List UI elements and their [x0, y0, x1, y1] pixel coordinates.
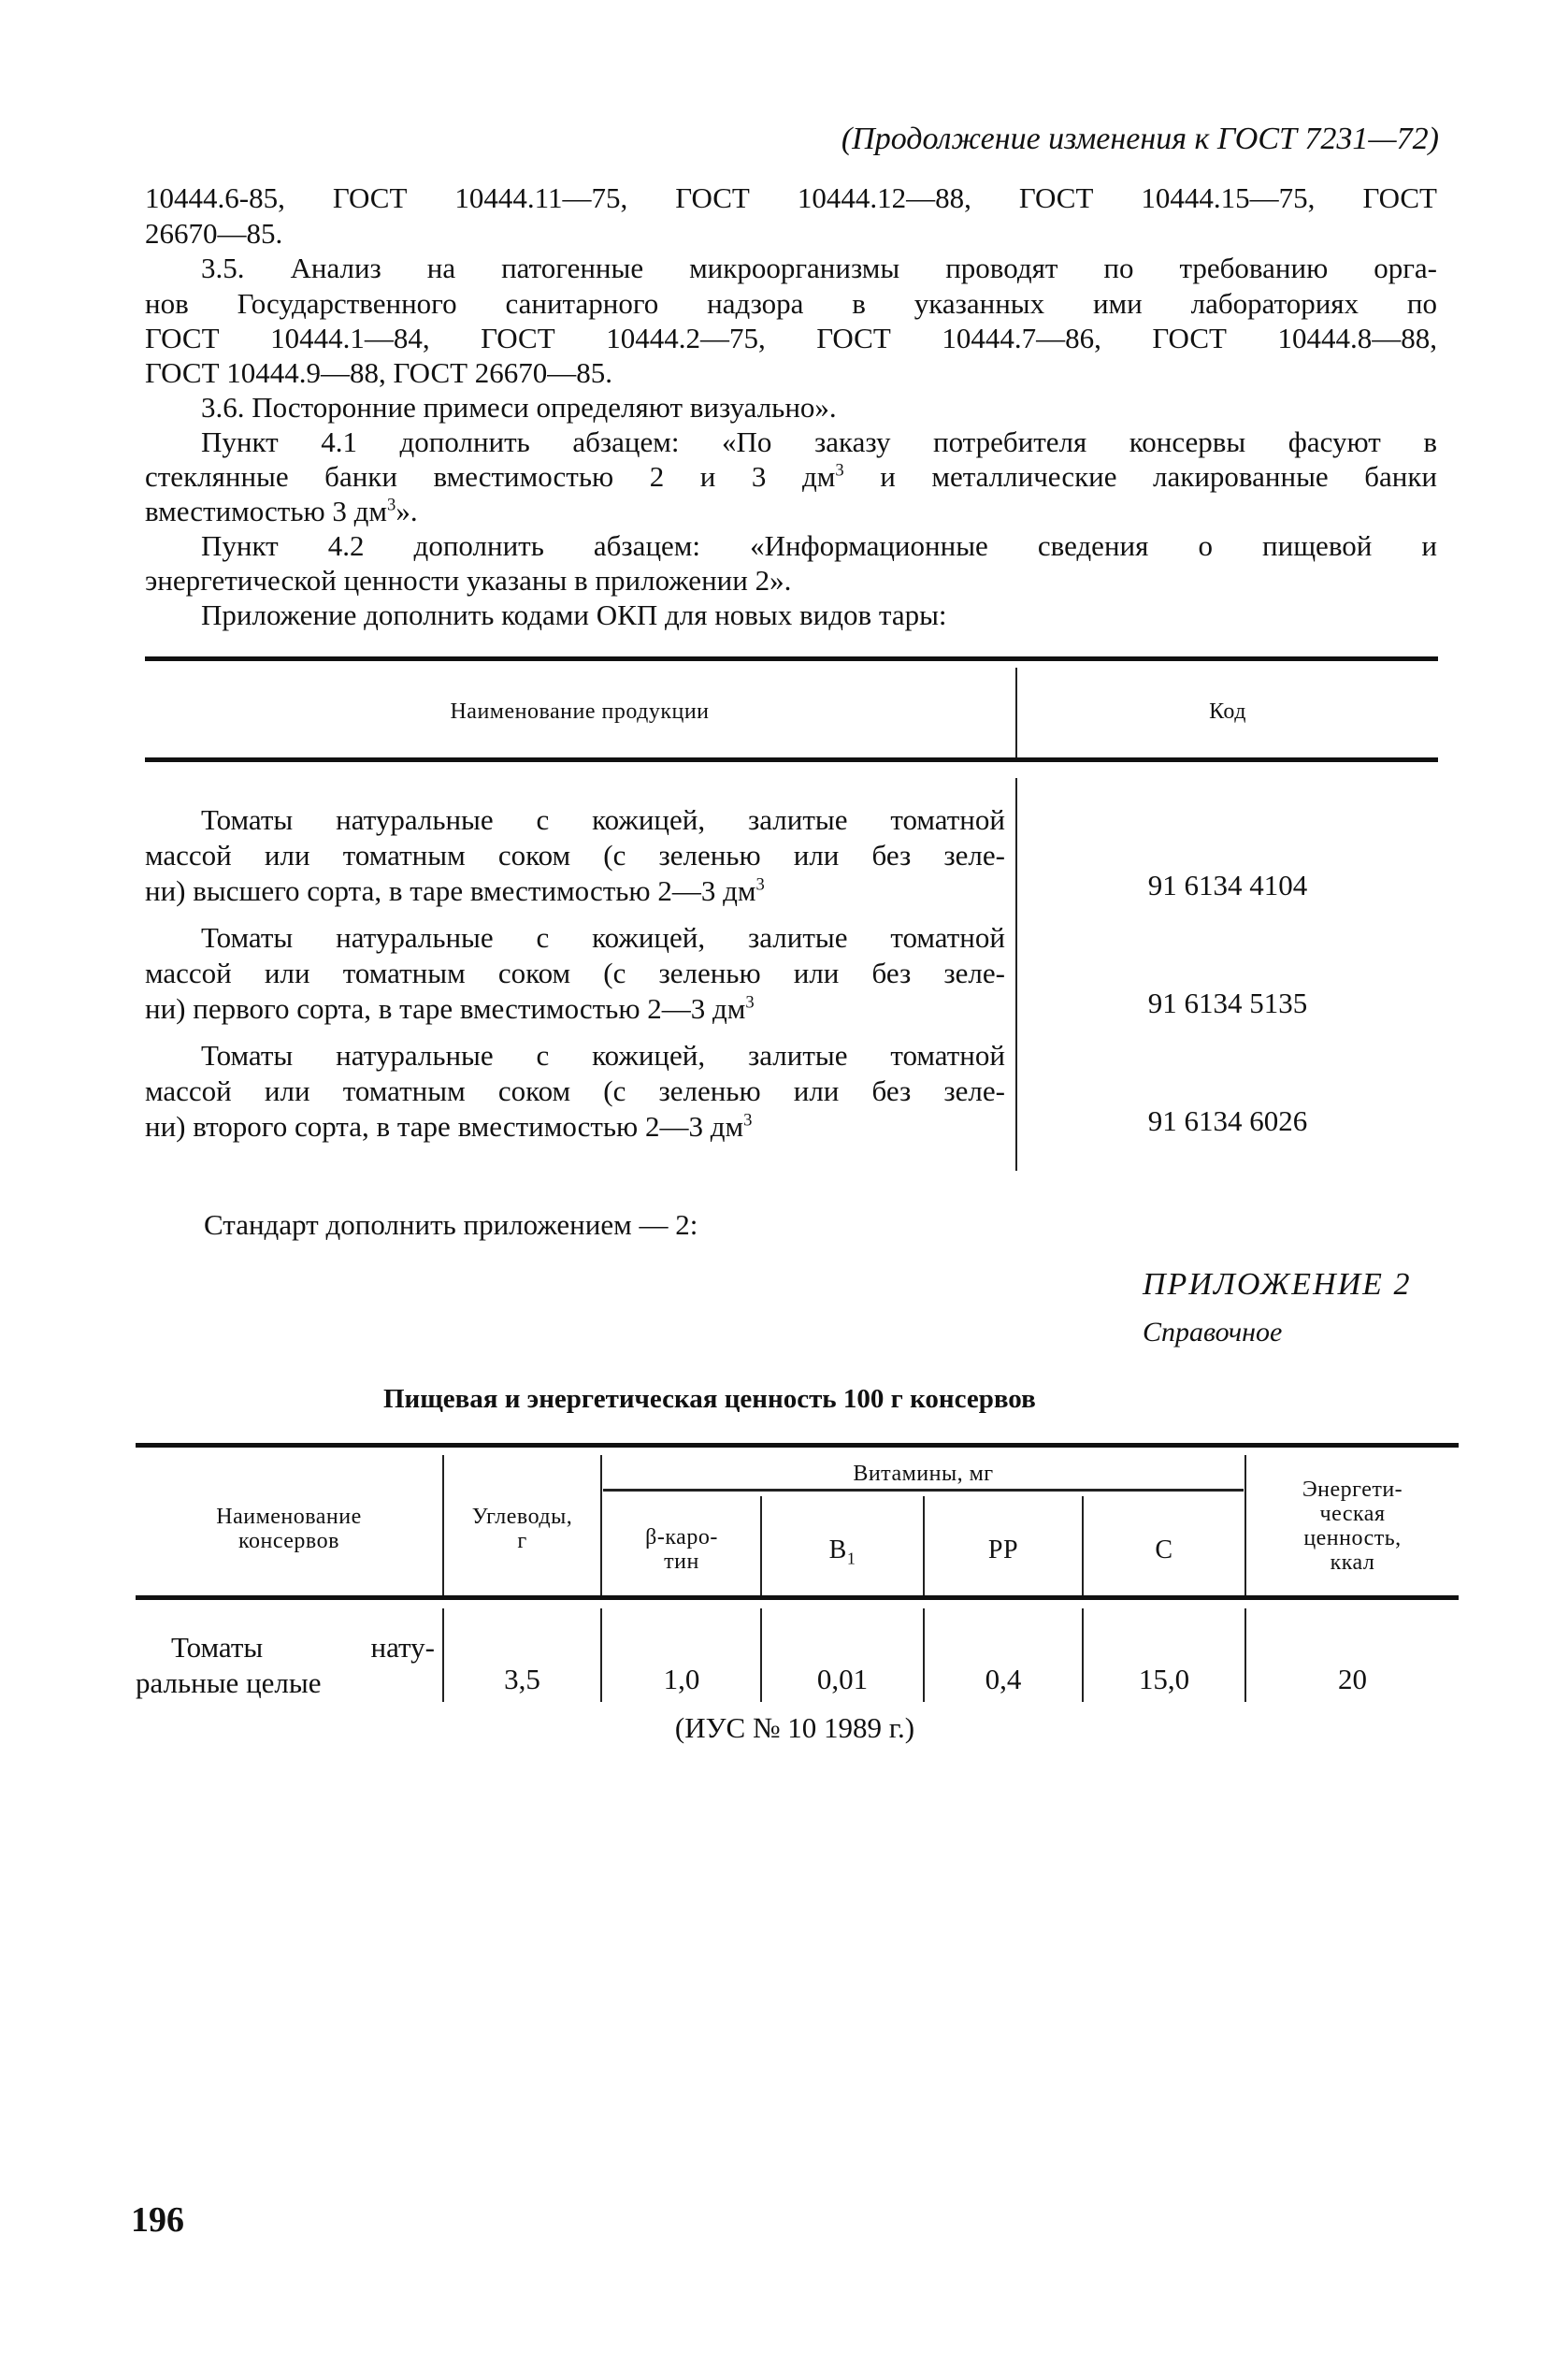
table-row: Томаты натуральные с кожицей, залитые томатной массой или томатным соком (с зеленью или без зеле- ни) второго сорта, в таре вместимостью 2—3 $дм^3$ [145, 1039, 1005, 1143]
paragraph-3-5-line: нов Государственного санитарного надзора в указанных ими лабораториях по [145, 287, 1437, 320]
okp-intro: Приложение дополнить кодами ОКП для новых видов тары: [201, 598, 947, 631]
table-rule [145, 757, 1438, 762]
column-header-energy: Энергети- ческая ценность, ккал [1302, 1478, 1403, 1575]
product-code: 91 6134 6026 [1147, 1104, 1308, 1137]
cell-beta-carotene: 1,0 [663, 1663, 700, 1695]
cell-carbs: 3,5 [504, 1663, 540, 1695]
nutrition-table-title: Пищевая и энергетическая ценность 100 г консервов [383, 1384, 1036, 1414]
column-divider [600, 1608, 602, 1702]
product-code: 91 6134 4104 [1147, 869, 1308, 901]
column-header-pp: PP [987, 1535, 1019, 1564]
paragraph-3-6: 3.6. Посторонние примеси определяют визуально». [201, 391, 837, 424]
column-header-vitamins: Витамины, мг [853, 1462, 994, 1486]
vitamins-subrule [603, 1489, 1244, 1492]
column-header-b1: $B_1$ [828, 1535, 856, 1568]
paragraph-3-5-line: 3.5. Анализ на патогенные микроорганизмы проводят по требованию орга- [201, 252, 1437, 284]
paragraph-3-5-line: ГОСТ 10444.9—88, ГОСТ 26670—85. [145, 356, 613, 389]
text-line: 10444.6-85, ГОСТ 10444.11—75, ГОСТ 10444.12—88, ГОСТ 10444.15—75, ГОСТ [145, 181, 1437, 214]
column-header-beta-carotene: β-каро- тин [645, 1525, 718, 1574]
cell-pp: 0,4 [985, 1663, 1022, 1695]
paragraph-4-1-line: стеклянные банки вместимостью 2 и 3 $дм^3$ и металлические лакированные банки [145, 460, 1437, 493]
appendix-subtitle: Справочное [1143, 1317, 1283, 1348]
table-rule [136, 1595, 1459, 1600]
paragraph-4-2-line: энергетической ценности указаны в приложении 2». [145, 564, 792, 597]
column-header-c: C [1155, 1535, 1173, 1564]
table-row: Томаты натуральные с кожицей, залитые томатной массой или томатным соком (с зеленью или без зеле- ни) высшего сорта, в таре вместимостью 2—3 $дм^3$ [145, 803, 1005, 907]
running-header: (Продолжение изменения к ГОСТ 7231—72) [841, 122, 1439, 156]
cell-c: 15,0 [1138, 1663, 1190, 1695]
cell-energy: 20 [1338, 1663, 1367, 1695]
table-row: Томаты натуральные с кожицей, залитые томатной массой или томатным соком (с зеленью или без зеле- ни) первого сорта, в таре вместимостью 2—3 $дм^3$ [145, 921, 1005, 1025]
paragraph-4-1-line: Пункт 4.1 дополнить абзацем: «По заказу потребителя консервы фасуют в [201, 425, 1437, 458]
column-header-product: Наименование продукции [450, 699, 710, 724]
page-number: 196 [131, 2200, 184, 2240]
table-rule [136, 1443, 1459, 1448]
source-note: (ИУС № 10 1989 г.) [674, 1711, 915, 1744]
column-divider [600, 1455, 602, 1595]
paragraph-4-2-line: Пункт 4.2 дополнить абзацем: «Информационные сведения о пищевой и [201, 529, 1437, 562]
table-rule [145, 656, 1438, 661]
text-line: 26670—85. [145, 217, 283, 250]
paragraph-3-5-line: ГОСТ 10444.1—84, ГОСТ 10444.2—75, ГОСТ 10444.7—86, ГОСТ 10444.8—88, [145, 322, 1437, 354]
column-header-name: Наименование консервов [216, 1505, 362, 1553]
cell-b1: 0,01 [816, 1663, 869, 1695]
appendix-intro: Стандарт дополнить приложением — 2: [204, 1208, 698, 1241]
column-header-code: Код [1209, 699, 1246, 724]
paragraph-4-1-line: вместимостью 3 $дм^3$». [145, 495, 418, 527]
table-row-name: Томаты нату- ральные целые [136, 1631, 435, 1699]
product-code: 91 6134 5135 [1147, 987, 1308, 1019]
column-header-carbs: Углеводы, г [471, 1505, 573, 1553]
appendix-title: ПРИЛОЖЕНИЕ 2 [1143, 1267, 1412, 1302]
